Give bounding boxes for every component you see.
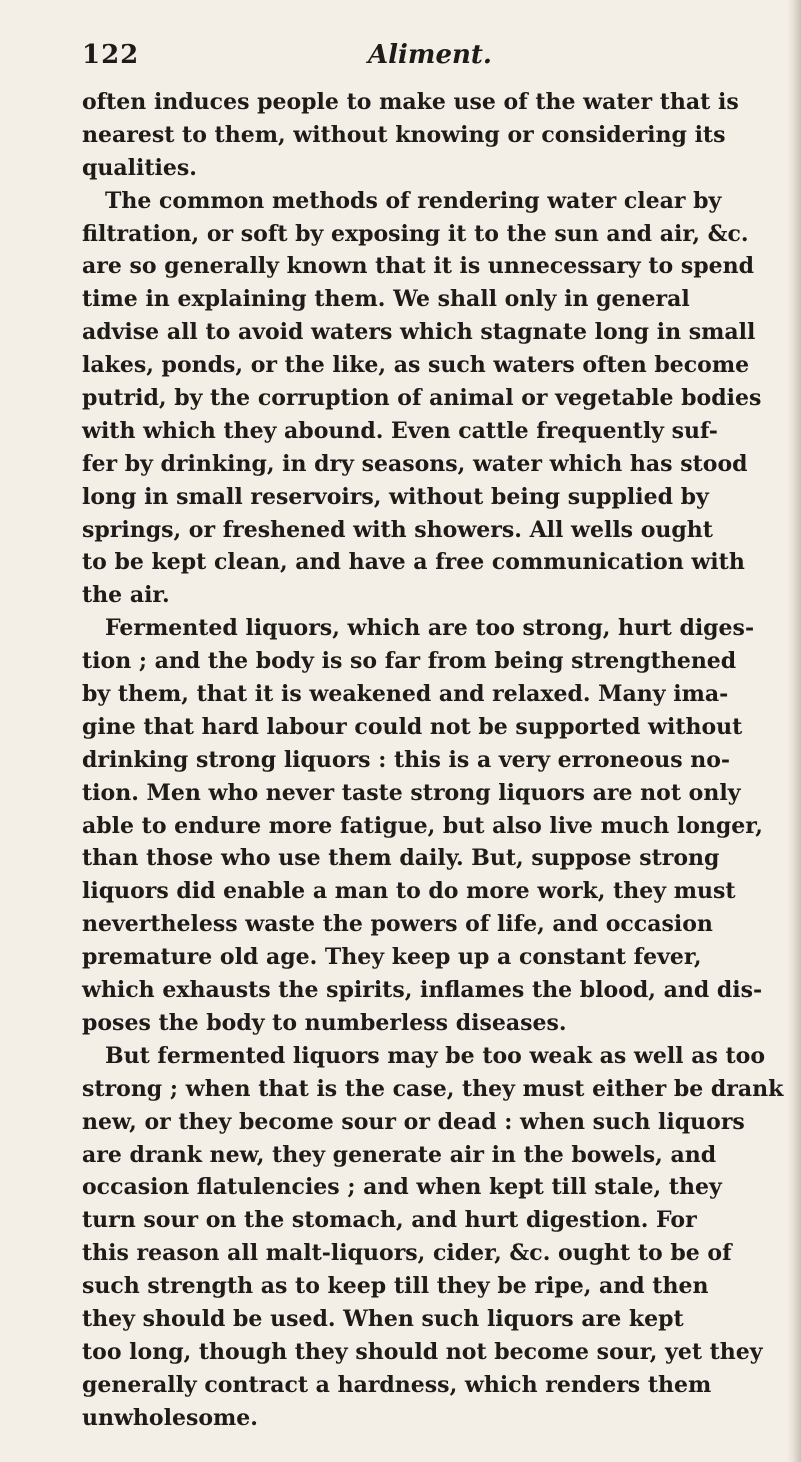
text-line: nearest to them, without knowing or considering its: [82, 121, 726, 148]
text-line: The common methods of rendering water clear by: [82, 187, 722, 214]
text-line: with which they abound. Even cattle frequently suf-: [82, 417, 718, 444]
text-line: long in small reservoirs, without being supplied by: [82, 483, 709, 510]
text-line: turn sour on the stomach, and hurt digestion. For: [82, 1207, 697, 1234]
text-line: than those who use them daily. But, suppose strong: [82, 845, 720, 872]
text-line: filtration, or soft by exposing it to the sun and air, &c.: [82, 220, 749, 247]
text-line: occasion flatulencies ; and when kept till stale, they: [82, 1174, 722, 1201]
text-line: time in explaining them. We shall only in general: [82, 286, 690, 313]
text-line: springs, or freshened with showers. All wells ought: [82, 516, 713, 543]
text-line: fer by drinking, in dry seasons, water which has stood: [82, 450, 748, 477]
text-line: the air.: [82, 582, 170, 609]
text-line: premature old age. They keep up a constant fever,: [82, 944, 702, 971]
text-line: Fermented liquors, which are too strong, hurt diges-: [82, 615, 755, 642]
text-line: strong ; when that is the case, they must either be drank: [82, 1075, 784, 1102]
text-line: putrid, by the corruption of animal or vegetable bodies: [82, 385, 762, 412]
text-line: generally contract a hardness, which renders them: [82, 1371, 712, 1398]
text-line: able to endure more fatigue, but also live much longer,: [82, 812, 763, 839]
text-line: advise all to avoid waters which stagnate long in small: [82, 319, 756, 346]
text-line: liquors did enable a man to do more work, they must: [82, 878, 736, 905]
text-line: lakes, ponds, or the like, as such waters often become: [82, 352, 750, 379]
text-line: they should be used. When such liquors are kept: [82, 1305, 684, 1332]
text-line: to be kept clean, and have a free communication with: [82, 549, 745, 576]
text-line: poses the body to numberless diseases.: [82, 1009, 567, 1036]
page-number: 122: [82, 40, 140, 70]
body-text: [82, 86, 782, 1435]
text-line: by them, that it is weakened and relaxed. Many ima-: [82, 681, 729, 708]
text-line: gine that hard labour could not be supported without: [82, 713, 743, 740]
text-line: which exhausts the spirits, inflames the blood, and dis-: [82, 977, 763, 1004]
text-line: often induces people to make use of the water that is: [82, 89, 739, 115]
text-line: tion ; and the body is so far from being strengthened: [82, 648, 737, 675]
text-line: drinking strong liquors : this is a very erroneous no-: [82, 746, 731, 773]
text-line: unwholesome.: [82, 1404, 258, 1431]
text-line: But fermented liquors may be too weak as well as too: [82, 1042, 766, 1069]
text-line: qualities.: [82, 154, 197, 181]
text-line: nevertheless waste the powers of life, and occasion: [82, 911, 713, 938]
text-line: this reason all malt-liquors, cider, &c. ought to be of: [82, 1240, 732, 1267]
text-line: are drank new, they generate air in the bowels, and: [82, 1141, 717, 1168]
running-head: Aliment.: [368, 40, 492, 70]
text-line: such strength as to keep till they be ripe, and then: [82, 1273, 709, 1300]
text-line: are so generally known that it is unnecessary to spend: [82, 253, 754, 280]
text-line: new, or they become sour or dead : when such liquors: [82, 1108, 745, 1135]
page-header: [82, 40, 722, 80]
text-line: tion. Men who never taste strong liquors are not only: [82, 779, 741, 806]
page-edge-shadow: [787, 0, 801, 1462]
text-line: too long, though they should not become sour, yet they: [82, 1338, 763, 1365]
